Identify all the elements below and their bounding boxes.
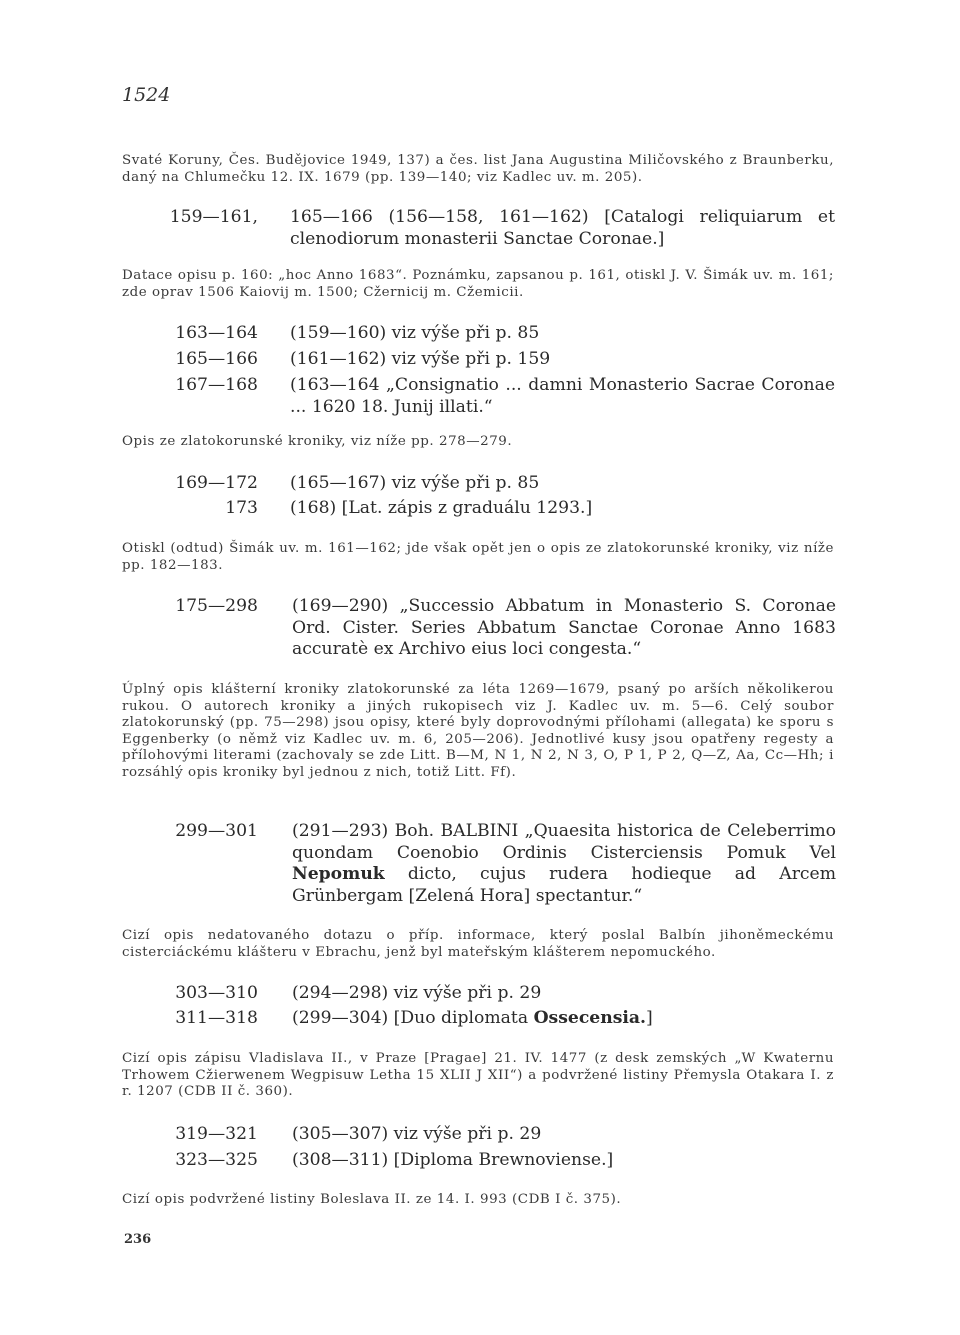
- entry-pages: 159—161,: [169, 207, 258, 227]
- note-paragraph: Svaté Koruny, Čes. Budějovice 1949, 137) a čes. list Jana Augustina Miličovského z Braunberku, daný na Chlumečku 12. IX. 1679 (pp. 139—140; viz Kadlec uv. m. 205).: [122, 153, 834, 185]
- note-paragraph: Otiskl (odtud) Šimák uv. m. 161—162; jde však opět jen o opis ze zlatokorunské kroniky, viz níže pp. 182—183.: [122, 541, 834, 573]
- entry-text-part: ]: [646, 1008, 653, 1028]
- entry-text: (163—164 „Consignatio ... damni Monasterio Sacrae Coronae ... 1620 18. Junij illati.“: [290, 375, 835, 417]
- entry-text: [292, 1008, 836, 1030]
- entry-text-part: dicto, cujus rudera hodieque ad Arcem Grünbergam [Zelená Hora] spectantur.“: [292, 864, 836, 906]
- entry-bold-word: Ossecensia.: [533, 1008, 647, 1028]
- entry-pages: 323—325: [175, 1150, 258, 1170]
- note-paragraph: Opis ze zlatokorunské kroniky, viz níže pp. 278—279.: [122, 434, 513, 449]
- entry-text: (161—162) viz výše při p. 159: [290, 349, 551, 369]
- entry-text: (168) [Lat. zápis z graduálu 1293.]: [290, 498, 593, 518]
- entry-pages: 173: [225, 498, 258, 518]
- entry-text: 165—166 (156—158, 161—162) [Catalogi reliquiarum et clenodiorum monasterii Sanctae Coronae.]: [290, 207, 835, 249]
- entry-text: (294—298) viz výše při p. 29: [292, 983, 542, 1003]
- entry-pages: 175—298: [175, 596, 258, 616]
- entry-text: [292, 821, 836, 907]
- entry-text: (165—167) viz výše při p. 85: [290, 473, 540, 493]
- entry-pages: 163—164: [175, 323, 258, 343]
- entry-pages: 165—166: [175, 349, 258, 369]
- note-paragraph: Cizí opis zápisu Vladislava II., v Praze [Pragae] 21. IV. 1477 (z desk zemských „W Kwaternu Trhowem Cžierwenem Wegpisuw Letha 15 XLII J XII“) a podvržené listiny Přemysla Otakara I. z r. 1207 (CDB II č. 360).: [122, 1051, 834, 1100]
- note-paragraph: Cizí opis podvržené listiny Boleslava II. ze 14. I. 993 (CDB I č. 375).: [122, 1192, 622, 1207]
- entry-pages: 169—172: [175, 473, 258, 493]
- note-paragraph: Datace opisu p. 160: „hoc Anno 1683“. Poznámku, zapsanou p. 161, otiskl J. V. Šimák uv. m. 161; zde oprav 1506 Kaiovij m. 1500; Cžernicij m. Cžemicii.: [122, 268, 834, 300]
- page-header-number: 1524: [122, 84, 171, 106]
- entry-pages: 303—310: [175, 983, 258, 1003]
- entry-text: (169—290) „Successio Abbatum in Monasterio S. Coronae Ord. Cister. Series Abbatum Sanctae Coronae Anno 1683 accuratè ex Archivo eius loci congesta.“: [292, 596, 836, 659]
- note-paragraph: Úplný opis klášterní kroniky zlatokorunské za léta 1269—1679, psaný po arších několikerou rukou. O autorech kroniky a jiných rukopisech viz J. Kadlec uv. m. 5—6. Celý soubor zlatokorunský (pp. 75—298) jsou opisy, které byly doprovodnými přílohami (allegata) ke sporu s Eggenberky (o němž viz Kadlec uv. m. 6, 205—206). Jednotlivé kusy jsou opatřeny regesty a přílohovými literami (zachovaly se zde Litt. B—M, N 1, N 2, N 3, O, P 1, P 2, Q—Z, Aa, Cc—Hh; i rozsáhlý opis kroniky byl jednou z nich, totiž Litt. Ff).: [122, 682, 834, 780]
- entry-pages: 167—168: [175, 375, 258, 395]
- entry-text-part: (291—293) Boh. BALBINI „Quaesita historica de Celeberrimo quondam Coenobio Ordinis Cisterciensis Pomuk Vel: [292, 821, 836, 863]
- entry-pages: 311—318: [175, 1008, 258, 1028]
- entry-pages: 299—301: [175, 821, 258, 841]
- note-paragraph: Cizí opis nedatovaného dotazu o příp. informace, který poslal Balbín jihoněmeckému cisterciáckému klášteru v Ebrachu, jenž byl mateřským klášterem nepomuckého.: [122, 928, 834, 960]
- entry-text: (159—160) viz výše při p. 85: [290, 323, 540, 343]
- entry-pages: 319—321: [175, 1124, 258, 1144]
- entry-text: (308—311) [Diploma Brewnoviense.]: [292, 1150, 614, 1170]
- entry-text: (305—307) viz výše při p. 29: [292, 1124, 542, 1144]
- entry-text-part: (299—304) [Duo diplomata: [292, 1008, 534, 1028]
- page-footer-number: 236: [124, 1232, 152, 1247]
- entry-bold-word: Nepomuk: [292, 864, 385, 884]
